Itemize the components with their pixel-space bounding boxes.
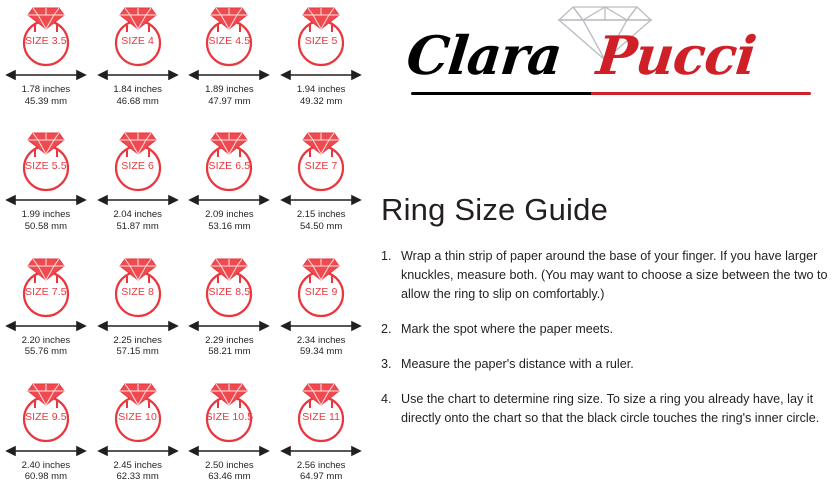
ring-mm: 64.97 mm xyxy=(300,471,343,483)
ring-inches: 2.34 inches xyxy=(296,334,346,346)
diameter-arrow xyxy=(3,319,89,333)
ring-illustration xyxy=(278,378,364,448)
ring-size-label: SIZE 7 xyxy=(304,160,338,173)
ring-mm: 59.34 mm xyxy=(300,346,343,357)
ring-mm: 51.87 mm xyxy=(116,220,159,232)
logo-underline xyxy=(411,92,811,95)
ring-mm: 49.32 mm xyxy=(300,95,343,107)
ring-size-cell xyxy=(92,251,184,376)
ring-inches: 2.04 inches xyxy=(113,209,162,221)
ring-size-label: SIZE 8.5 xyxy=(208,285,251,298)
ring-size-cell xyxy=(275,251,367,376)
diameter-arrow xyxy=(3,193,89,207)
ring-size-label: SIZE 9 xyxy=(304,285,338,298)
diameter-arrow xyxy=(3,444,89,458)
diameter-arrow xyxy=(186,193,272,207)
ring-illustration xyxy=(278,127,364,197)
ring-mm: 63.46 mm xyxy=(208,471,251,483)
ring-size-label: SIZE 4.5 xyxy=(208,35,251,47)
ring-mm: 54.50 mm xyxy=(300,220,343,232)
ring-size-label: SIZE 5 xyxy=(304,35,338,47)
ring-illustration xyxy=(95,127,181,197)
ring-size-label: SIZE 9.5 xyxy=(25,410,67,423)
ring-measurements xyxy=(22,209,71,232)
ring-inches: 2.25 inches xyxy=(113,334,162,346)
ring-mm: 47.97 mm xyxy=(208,95,251,107)
brand-name-first: Clara xyxy=(403,25,565,87)
ring-illustration xyxy=(186,378,272,448)
ring-size-cell xyxy=(0,125,92,250)
diameter-arrow xyxy=(95,444,181,458)
ring-inches: 1.84 inches xyxy=(113,84,162,95)
ring-measurements xyxy=(297,460,346,483)
diameter-arrow xyxy=(278,193,364,207)
ring-mm: 58.21 mm xyxy=(208,346,251,357)
ring-measurements xyxy=(297,84,346,107)
ring-size-cell xyxy=(275,0,367,125)
ring-inches: 2.15 inches xyxy=(296,209,346,221)
ring-size-cell xyxy=(275,376,367,501)
ring-illustration xyxy=(95,378,181,448)
ring-size-chart xyxy=(0,0,367,501)
step-number: 4. xyxy=(381,392,392,406)
ring-mm: 46.68 mm xyxy=(116,95,159,107)
diameter-arrow xyxy=(278,68,364,82)
ring-size-label: SIZE 7.5 xyxy=(25,285,67,298)
ring-illustration xyxy=(278,253,364,323)
brand-logo xyxy=(385,2,825,102)
diameter-arrow xyxy=(95,319,181,333)
instructions-list xyxy=(381,247,831,444)
diameter-arrow xyxy=(186,444,272,458)
page-title: Ring Size Guide xyxy=(381,192,609,227)
ring-measurements xyxy=(113,335,162,358)
instruction-step xyxy=(381,390,831,428)
ring-size-cell xyxy=(0,0,92,125)
ring-inches: 2.20 inches xyxy=(21,334,71,346)
instruction-step xyxy=(381,247,831,304)
ring-measurements xyxy=(113,460,162,483)
diameter-arrow xyxy=(95,193,181,207)
ring-illustration xyxy=(186,127,272,197)
ring-measurements xyxy=(205,84,254,107)
ring-mm: 62.33 mm xyxy=(116,471,159,483)
ring-inches: 2.40 inches xyxy=(21,459,71,471)
ring-size-label: SIZE 5.5 xyxy=(25,160,67,173)
ring-size-label: SIZE 3.5 xyxy=(25,35,67,47)
ring-illustration xyxy=(278,2,364,72)
step-text: Measure the paper's distance with a ruler. xyxy=(401,357,634,371)
diameter-arrow xyxy=(186,319,272,333)
ring-mm: 57.15 mm xyxy=(116,346,159,357)
ring-size-label: SIZE 6.5 xyxy=(208,160,251,173)
ring-measurements xyxy=(205,460,254,483)
step-number: 3. xyxy=(381,357,392,371)
ring-size-cell xyxy=(92,125,184,250)
ring-mm: 55.76 mm xyxy=(24,346,67,357)
ring-inches: 2.29 inches xyxy=(205,334,254,346)
ring-inches: 1.78 inches xyxy=(21,84,71,95)
ring-size-label: SIZE 10 xyxy=(118,410,157,423)
ring-inches: 1.99 inches xyxy=(21,209,71,221)
ring-measurements xyxy=(297,209,346,232)
ring-size-cell xyxy=(184,0,276,125)
diameter-arrow xyxy=(186,68,272,82)
ring-size-label: SIZE 4 xyxy=(121,35,154,47)
ring-measurements xyxy=(205,335,254,358)
ring-inches: 1.94 inches xyxy=(296,84,346,95)
diameter-arrow xyxy=(3,68,89,82)
step-number: 2. xyxy=(381,322,392,336)
ring-size-label: SIZE 11 xyxy=(302,410,341,423)
right-column xyxy=(375,0,839,501)
ring-inches: 2.50 inches xyxy=(205,459,254,471)
diameter-arrow xyxy=(278,444,364,458)
ring-size-cell xyxy=(0,376,92,501)
ring-illustration xyxy=(3,378,89,448)
diameter-arrow xyxy=(95,68,181,82)
ring-size-cell xyxy=(184,125,276,250)
ring-size-cell xyxy=(184,376,276,501)
ring-inches: 2.56 inches xyxy=(296,459,346,471)
ring-illustration xyxy=(95,253,181,323)
step-text: Mark the spot where the paper meets. xyxy=(401,322,614,336)
ring-size-label: SIZE 6 xyxy=(121,160,154,173)
ring-inches: 2.45 inches xyxy=(113,459,162,471)
ring-illustration xyxy=(186,253,272,323)
ring-inches: 1.89 inches xyxy=(205,84,254,95)
ring-size-cell xyxy=(92,0,184,125)
ring-measurements xyxy=(22,460,71,483)
ring-size-cell xyxy=(0,251,92,376)
ring-size-cell xyxy=(184,251,276,376)
ring-measurements xyxy=(113,84,162,107)
step-number: 1. xyxy=(381,249,392,263)
ring-mm: 53.16 mm xyxy=(208,220,251,232)
ring-illustration xyxy=(3,253,89,323)
ring-measurements xyxy=(113,209,162,232)
ring-inches: 2.09 inches xyxy=(205,209,254,221)
ring-measurements xyxy=(22,335,71,358)
instruction-step xyxy=(381,320,831,339)
ring-size-label: SIZE 10.5 xyxy=(205,410,254,423)
ring-size-cell xyxy=(92,376,184,501)
ring-mm: 50.58 mm xyxy=(24,220,67,232)
ring-size-cell xyxy=(275,125,367,250)
brand-name-second: Pucci xyxy=(593,25,759,87)
ring-illustration xyxy=(3,127,89,197)
ring-illustration xyxy=(95,2,181,72)
step-text: Use the chart to determine ring size. To size a ring you already have, lay it directly onto the chart so that the black circle touches the ring's inner circle. xyxy=(401,392,820,425)
ring-illustration xyxy=(186,2,272,72)
ring-mm: 45.39 mm xyxy=(24,95,67,107)
ring-measurements xyxy=(22,84,71,107)
instruction-step xyxy=(381,355,831,374)
ring-size-label: SIZE 8 xyxy=(121,285,154,298)
step-text: Wrap a thin strip of paper around the base of your finger. If you have larger knuckles, measure both. (You may want to choose a size between the two to allow the ring to slip on comfortably.) xyxy=(401,249,828,301)
ring-mm: 60.98 mm xyxy=(24,471,67,483)
diameter-arrow xyxy=(278,319,364,333)
ring-measurements xyxy=(205,209,254,232)
ring-illustration xyxy=(3,2,89,72)
ring-measurements xyxy=(297,335,346,358)
